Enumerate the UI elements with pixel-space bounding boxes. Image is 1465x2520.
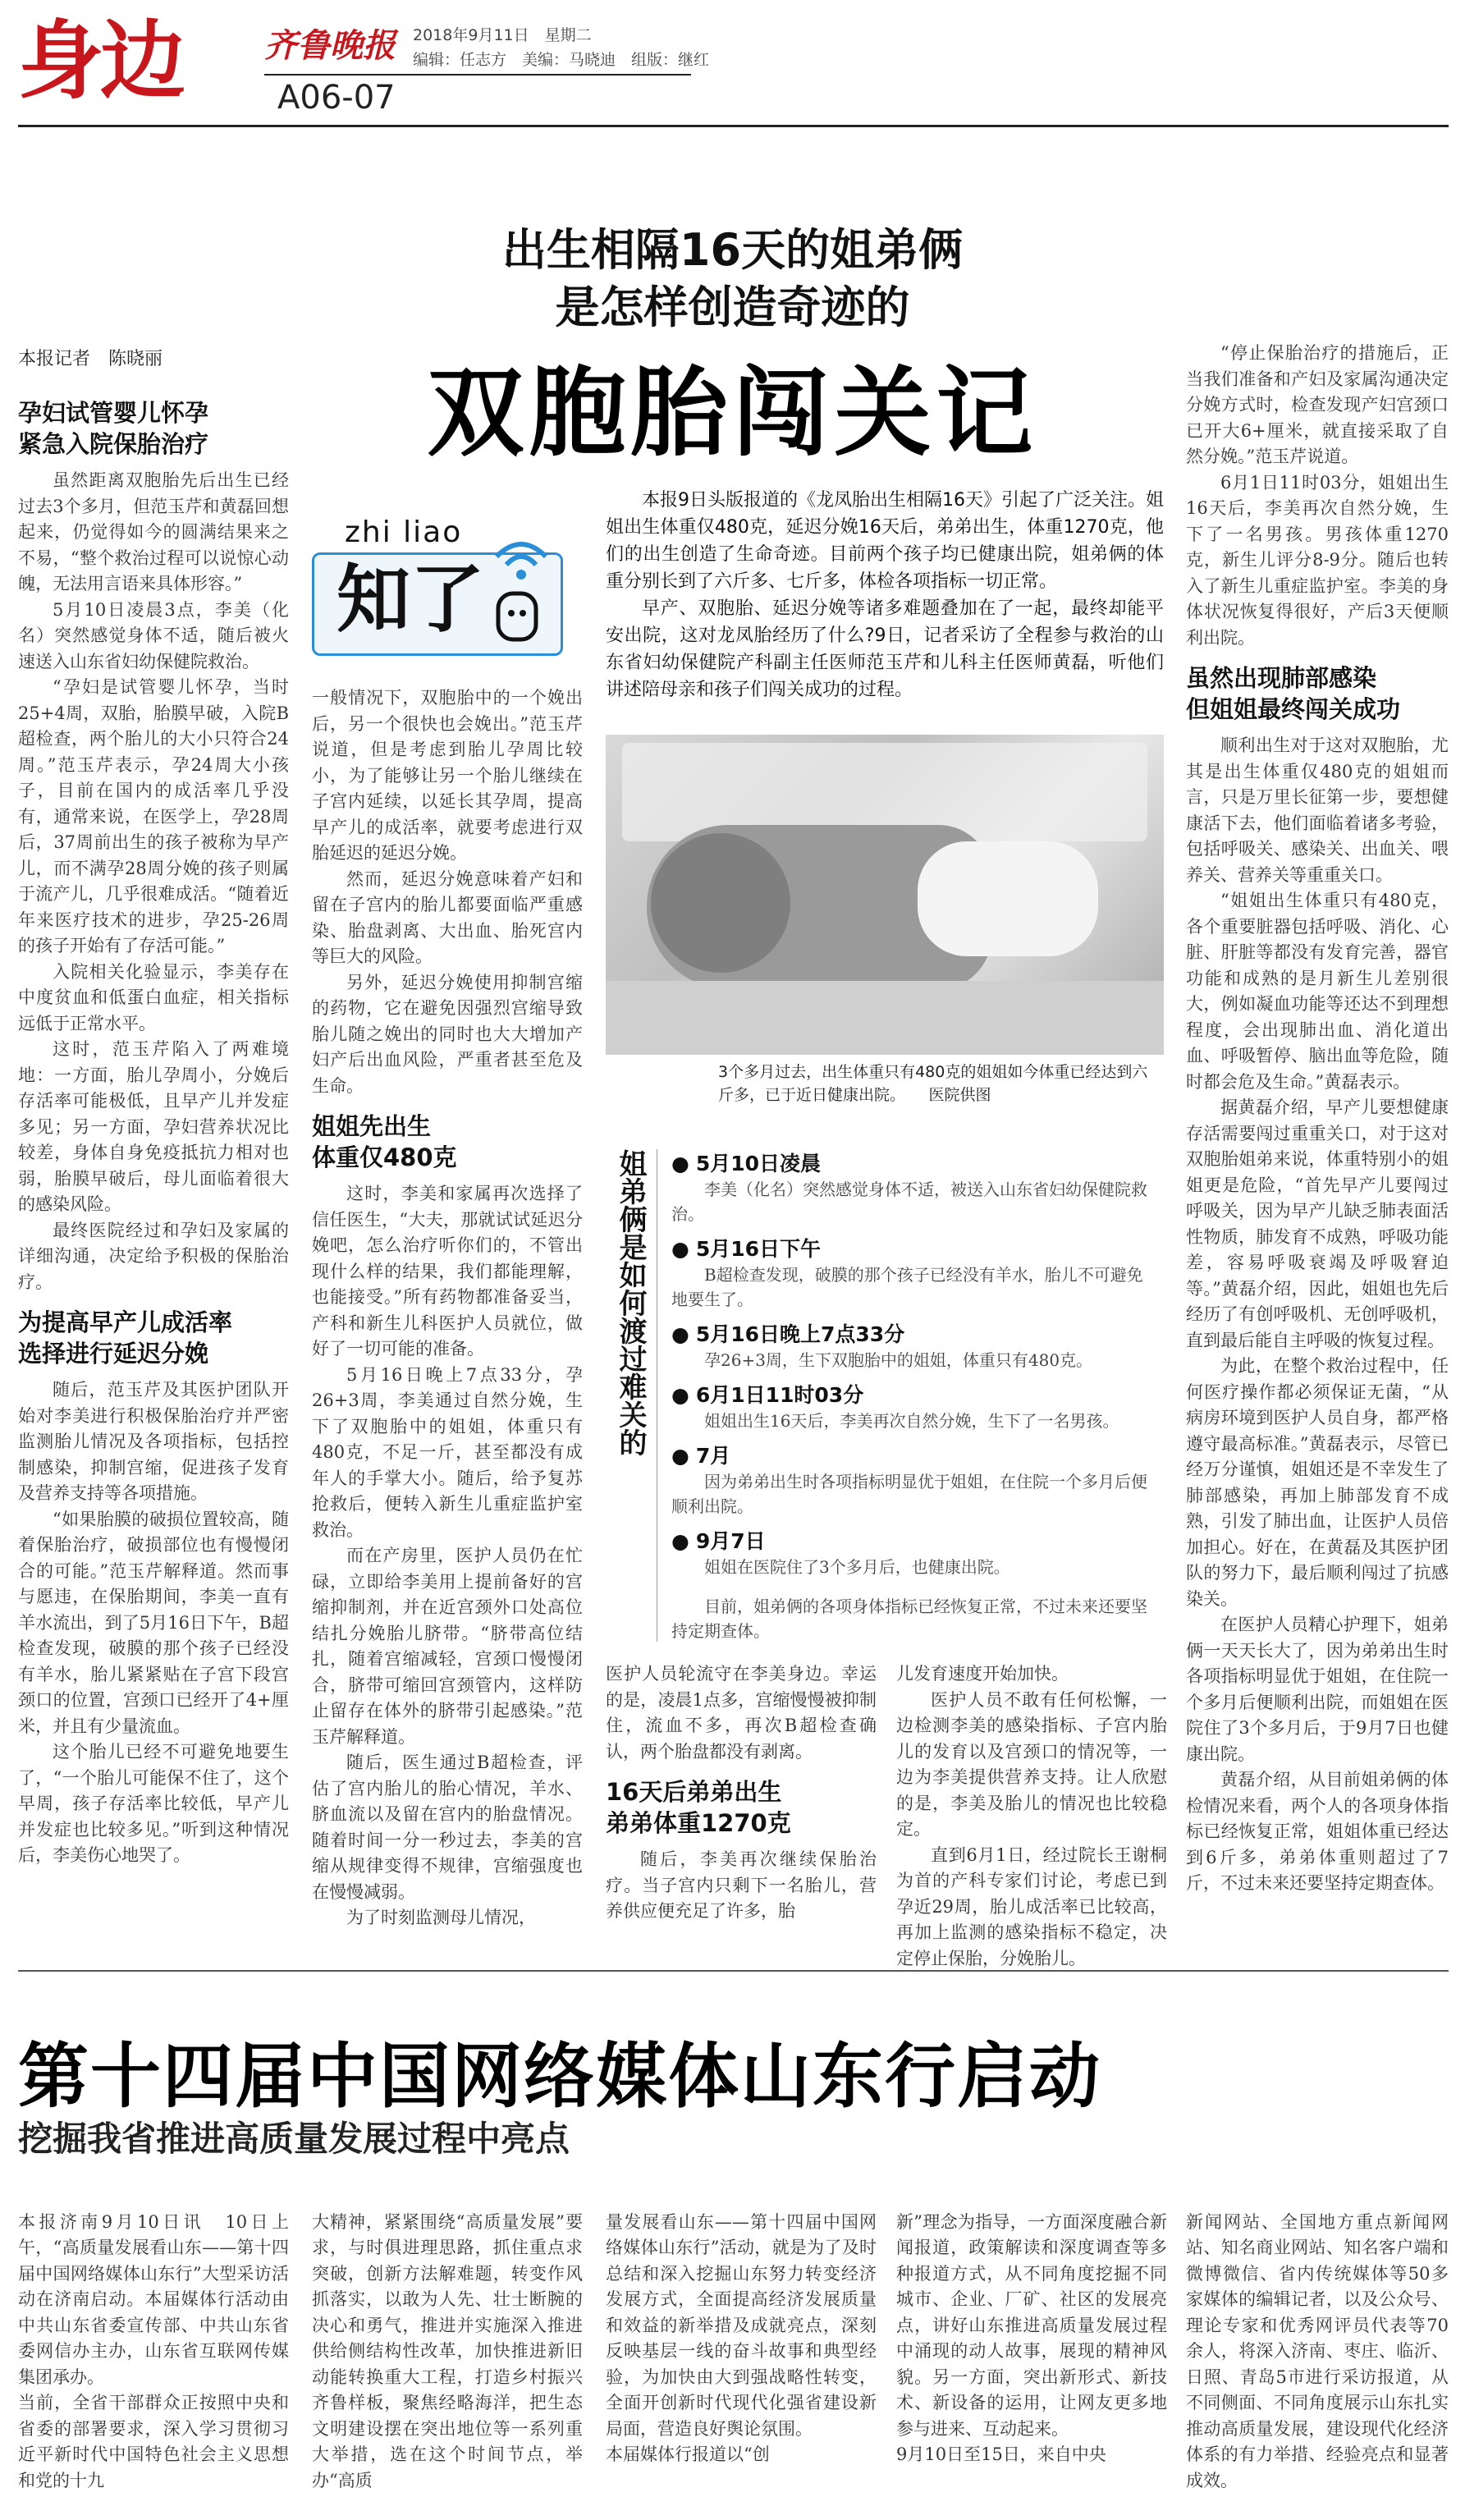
timeline-text: 孕26+3周，生下双胞胎中的姐姐，体重只有480克。 xyxy=(704,1350,1093,1370)
article2-column-1 xyxy=(18,2183,289,2508)
paragraph: 在医护人员精心护理下，姐弟俩一天天长大了，因为弟弟出生时各项指标明显优于姐姐，在住院一个多月后便顺利出院，而姐姐在医院住了3个多月后，于9月7日也健康出院。 xyxy=(1186,1615,1449,1764)
paragraph: 这时，范玉芹陷入了两难境地：一方面，胎儿孕周小，分娩后存活率可能极低，且早产儿并发症多见；另一方面，孕妇营养状况比较差，身体自身免疫抵抗力相对也弱，胎膜早破后，母儿面临着很大的感染风险。 xyxy=(18,1039,289,1214)
paragraph: “姐姐出生体重只有480克，各个重要脏器包括呼吸、消化、心脏、肝脏等都没有发育完善，器官功能和成熟的是月新生儿差别很大，例如凝血功能等还达不到理想程度，会出现肺出血、消化道出血、呼吸暂停、脑出血等危险，随时都会危及生命。”黄磊表示。 xyxy=(1186,891,1449,1092)
diaper-shape xyxy=(918,841,1098,956)
paragraph: 然而，延迟分娩意味着产妇和留在子宫内的胎儿都要面临严重感染、胎盘剥离、大出血、胎死宫内等巨大的风险。 xyxy=(312,868,583,966)
lead-text-1: 本报9日头版报道的《龙凤胎出生相隔16天》引起了广泛关注。姐姐出生体重仅480克，延迟分娩16天后，弟弟出生，体重1270克，他们的出生创造了生命奇迹。目前两个孩子均已健康出院，姐弟俩的体重分别长到了六斤多、七斤多，体检各项指标一切正常。 xyxy=(606,490,1164,592)
header-divider xyxy=(264,74,691,76)
timeline-text: 李美（化名）突然感觉身体不适，被送入山东省妇幼保健院救治。 xyxy=(671,1180,1147,1224)
date-line: 2018年9月11日 星期二 xyxy=(413,26,592,44)
baby-photo xyxy=(606,735,1164,1055)
article1-column-5 xyxy=(1186,341,1449,1958)
section-title: 身边 xyxy=(18,11,183,111)
blanket-shape xyxy=(606,981,1164,1055)
paragraph: 直到6月1日，经过院长王谢桐为首的产科专家们讨论，考虑已到孕近29周，胎儿成活率已比较高，再加上监测的感染指标不稳定，决定停止保胎，分娩胎儿。 xyxy=(896,1844,1167,1968)
paragraph: “如果胎膜的破损位置较高，随着保胎治疗，破损部位也有慢慢闭合的可能。”范玉芹解释道。然而事与愿违，在保胎期间，李美一直有羊水流出，到了5月16日下午，B超检查发现，破膜的那个孩子已经没有羊水，胎儿紧紧贴在子宫下段宫颈口的位置，宫颈口已经开了4+厘米，并且有少量流血。 xyxy=(18,1509,289,1736)
article2-column-2 xyxy=(312,2183,583,2508)
timeline-item xyxy=(671,1233,1156,1312)
header-bottom-rule xyxy=(18,125,1449,127)
paragraph: 入院相关化验显示，李美存在中度贫血和低蛋白血症，相关指标远低于正常水平。 xyxy=(18,961,289,1033)
paragraph: 新”理念为指导，一方面深度融合新闻报道，政策解读和深度调查等多种报道方式，从不同角度挖掘不同城市、企业、厂矿、社区的发展亮点，讲好山东推进高质量发展过程中涌现的动人故事，展现的精神风貌。另一方面，突出新形式、新技术、新设备的运用，让网友更多地参与进来、互动起来。 9月10日至15日，来自中央 xyxy=(896,2211,1167,2464)
paragraph: 顺利出生对于这对双胞胎，尤其是出生体重仅480克的姐姐而言，只是万里长征第一步，要想健康活下去，他们面临着诸多考验，包括呼吸关、感染关、出血关、喂养关、营养关等重重关口。 xyxy=(1186,735,1449,885)
article2-column-4 xyxy=(896,2183,1167,2508)
photo-caption: 3个多月过去，出生体重只有480克的姐姐如今体重已经达到六斤多，已于近日健康出院。 医院供图 xyxy=(718,1063,1148,1104)
timeline-date: ● 9月7日 xyxy=(671,1525,1156,1555)
byline: 本报记者 陈晓丽 xyxy=(18,349,163,369)
subheading: 孕妇试管婴儿怀孕 紧急入院保胎治疗 xyxy=(18,399,209,458)
paragraph: 为此，在整个救治过程中，任何医疗操作都必须保证无菌，“从病房环境到医护人员自身，都严格遵守最高标准。”黄磊表示，尽管已经万分谨慎，姐姐还是不幸发生了肺部感染，再加上肺部发育不成熟，引发了肺出血，让医护人员倍加担心。好在，在黄磊及其医护团队的努力下，最后顺利闯过了抗感染关。 xyxy=(1186,1356,1449,1609)
timeline-text: 姐姐出生16天后，李美再次自然分娩，生下了一名男孩。 xyxy=(704,1411,1119,1431)
timeline-item xyxy=(671,1379,1156,1433)
timeline-text: B超检查发现，破膜的那个孩子已经没有羊水，胎儿不可避免地要生了。 xyxy=(671,1265,1143,1309)
paragraph: 这个胎儿已经不可避免地要生了，“一个胎儿可能保不住了，这个早周，孩子存活率比较低，早产儿并发症也比较多见。”听到这种情况后，李美伤心地哭了。 xyxy=(18,1742,289,1865)
paragraph: 6月1日11时03分，姐姐出生16天后，李美再次自然分娩，生下了一名男孩。男孩体重1270克，新生儿评分8-9分。随后也转入了新生儿重症监护室。李美的身体状况恢复得很好，产后3天便顺利出院。 xyxy=(1186,472,1449,648)
paragraph: 另外，延迟分娩使用抑制宫缩的药物，它在避免因强烈宫缩导致胎儿随之娩出的同时也大大增加产妇产后出血风险，严重者甚至危及生命。 xyxy=(312,972,583,1096)
timeline-footer: 目前，姐弟俩的各项身体指标已经恢复正常，不过未来还要坚持定期查体。 xyxy=(671,1597,1147,1641)
logo-text: 知了 xyxy=(336,556,484,643)
paragraph: 随后，医生通过B超检查，评估了宫内胎儿的胎心情况，羊水、脐血流以及留在宫内的胎盘情况。随着时间一分一秒过去，李美的宫缩从规律变得不规律，宫缩强度也在慢慢减弱。 xyxy=(312,1753,583,1902)
timeline-text: 姐姐在医院住了3个多月后，也健康出院。 xyxy=(704,1557,1010,1577)
timeline-item xyxy=(671,1318,1156,1372)
article2-headline: 第十四届中国网络媒体山东行启动 xyxy=(18,2036,1101,2118)
timeline xyxy=(671,1148,1156,1643)
timeline-item xyxy=(671,1440,1156,1519)
timeline-date: ● 5月16日晚上7点33分 xyxy=(671,1318,1156,1348)
paragraph: 儿发育速度开始加快。 xyxy=(896,1664,1069,1684)
lead-paragraph xyxy=(606,487,1164,703)
timeline-text: 因为弟弟出生时各项指标明显优于姐姐，在住院一个多月后便顺利出院。 xyxy=(671,1472,1147,1516)
overtitle-2: 是怎样创造奇迹的 xyxy=(555,282,910,333)
paragraph: 为了时刻监测母儿情况， xyxy=(346,1908,536,1927)
article2-column-5 xyxy=(1186,2183,1449,2508)
timeline-date: ● 6月1日11时03分 xyxy=(671,1379,1156,1409)
paragraph: “孕妇是试管婴儿怀孕，当时25+4周，双胎，胎膜早破，入院B超检查，两个胎儿的大小只符合24周。”范玉芹表示，孕24周大小孩子，目前在国内的成活率几乎没有，通常来说，在医学上，孕28周后，37周前出生的孩子被称为早产儿，而不满孕28周分娩的孩子则属于流产儿，几乎很难成活。“随着近年来医疗技术的进步，孕25-26周的孩子开始有了存活可能。” xyxy=(18,677,289,955)
page-number: A06-07 xyxy=(277,79,396,117)
paragraph: 大精神，紧紧围绕“高质量发展”要求，与时俱进理思路，抓住重点求突破，创新方法解难题，转变作风抓落实，以敢为人先、壮士断腕的决心和勇气，推进并实施深入推进供给侧结构性改革，加快推进新旧动能转换重大工程，打造乡村振兴齐鲁样板，聚焦经略海洋，把生态文明建设摆在突出地位等一系列重大举措，选在这个时间节点，举办“高质 xyxy=(312,2211,583,2490)
paragraph: 本报济南9月10日讯 10日上午，“高质量发展看山东——第十四届中国网络媒体山东行”大型采访活动在济南启动。本届媒体行活动由中共山东省委宣传部、中共山东省委网信办主办，山东省互联网传媒集团承办。 当前，全省干部群众正按照中央和省委的部署要求，深入学习贯彻习近平新时代中国特色社会主义思想和党的十九 xyxy=(18,2211,289,2490)
baby-head xyxy=(651,833,790,973)
timeline-date: ● 5月16日下午 xyxy=(671,1233,1156,1262)
paragraph: 医护人员轮流守在李美身边。幸运的是，凌晨1点多，宫缩慢慢被抑制住，流血不多，再次B超检查确认，两个胎盘都没有剥离。 xyxy=(606,1664,877,1762)
article2-column-3 xyxy=(606,2183,877,2508)
paragraph: 随后，李美再次继续保胎治疗。当子宫内只剩下一名胎儿，营养供应便充足了许多，胎 xyxy=(606,1849,877,1921)
paragraph: 量发展看山东——第十四届中国网络媒体山东行”活动，就是为了及时总结和深入挖掘山东努力转变经济发展方式，全面提高经济发展质量和效益的新举措及成就亮点，深刻反映基层一线的奋斗故事和典型经验，为加快由大到强战略性转变，全面开创新时代现代化强省建设新局面，营造良好舆论氛围。 本届媒体行报道以“创 xyxy=(606,2211,877,2464)
subheading: 16天后弟弟出生 弟弟体重1270克 xyxy=(606,1778,791,1837)
paragraph: 新闻网站、全国地方重点新闻网站、知名商业网站、知名客户端和微博微信、省内传统媒体等50多家媒体的编辑记者，以及公众号、理论专家和优秀网评员代表等70余人，将深入济南、枣庄、临沂、日照、青岛5市进行采访报道，从不同侧面、不同角度展示山东扎实推动高质量发展，建设现代化经济体系的有力举措、经验亮点和显著成效。 xyxy=(1186,2211,1449,2490)
paragraph: “停止保胎治疗的措施后，正当我们准备和产妇及家属沟通决定分娩方式时，检查发现产妇宫颈口已开大6+厘米，就直接采取了自然分娩。”范玉芹说道。 xyxy=(1186,343,1449,466)
zhiliao-logo xyxy=(312,515,583,663)
paragraph: 最终医院经过和孕妇及家属的详细沟通，决定给予积极的保胎治疗。 xyxy=(18,1220,289,1292)
timeline-title: 姐弟俩是如何渡过难关的 xyxy=(614,1149,647,1456)
article1-column-2 xyxy=(312,685,583,1958)
paragraph: 医护人员不敢有任何松懈，一边检测李美的感染指标、子宫内胎儿的发育以及宫颈口的情况等，一边为李美提供营养支持。让人欣慰的是，李美及胎儿的情况也比较稳定。 xyxy=(896,1689,1167,1839)
paragraph: 5月10日凌晨3点，李美（化名）突然感觉身体不适，随后被火速送入山东省妇幼保健院救治。 xyxy=(18,599,289,671)
timeline-item xyxy=(671,1525,1156,1579)
paper-name: 齐鲁晚报 xyxy=(264,26,396,65)
editor-line: 编辑：任志方 美编：马晓迪 组版：继红 xyxy=(413,51,710,69)
timeline-date: ● 7月 xyxy=(671,1440,1156,1469)
article1-column-3 xyxy=(606,1661,877,1957)
timeline-date: ● 5月10日凌晨 xyxy=(671,1148,1156,1177)
article2-subheadline: 挖掘我省推进高质量发展过程中亮点 xyxy=(18,2119,570,2159)
subheading: 虽然出现肺部感染 但姐姐最终闯关成功 xyxy=(1186,664,1401,723)
article-separator xyxy=(18,1970,1449,1972)
article1-column-4 xyxy=(896,1661,1167,1968)
paragraph: 这时，李美和家属再次选择了信任医生，“大夫，那就试试延迟分娩吧，怎么治疗听你们的，不管出现什么样的结果，我们都能理解，也能接受。”所有药物都准备妥当，产科和新生儿科医护人员就位，做好了一切可能的准备。 xyxy=(312,1184,583,1359)
wifi-icon xyxy=(488,532,554,581)
logo-pinyin: zhi liao xyxy=(345,515,463,549)
paragraph: 虽然距离双胞胎先后出生已经过去3个多月，但范玉芹和黄磊回想起来，仍觉得如今的圆满结果来之不易，“整个救治过程可以说惊心动魄，无法用言语来具体形容。” xyxy=(18,470,289,593)
paragraph: 黄磊介绍，从目前姐弟俩的体检情况来看，两个人的各项身体指标已经恢复正常，姐姐体重已经达到6斤多，弟弟体重则超过了7斤，不过未来还要坚持定期查体。 xyxy=(1186,1770,1449,1893)
article1-column-1 xyxy=(18,397,289,1957)
paragraph: 随后，范玉芹及其医护团队开始对李美进行积极保胎治疗并严密监测胎儿情况及各项指标，包括控制感染，抑制宫缩，促进孩子发育及营养支持等各项措施。 xyxy=(18,1380,289,1503)
timeline-item xyxy=(671,1148,1156,1226)
bell-icon xyxy=(488,585,546,647)
paragraph: 而在产房里，医护人员仍在忙碌，立即给李美用上提前备好的宫缩抑制剂，并在近宫颈外口处高位结扎分娩胎儿脐带。“脐带高位结扎，随着宫缩减轻，宫颈口慢慢闭合，脐带可缩回宫颈管内，这样防止留存在体外的脐带引起感染。”范玉芹解释道。 xyxy=(312,1546,583,1747)
paragraph: 5月16日晚上7点33分，孕26+3周，李美通过自然分娩，生下了双胞胎中的姐姐，体重只有480克，不足一斤，甚至都没有成年人的手掌大小。随后，给予复苏抢救后，便转入新生儿重症监护室救治。 xyxy=(312,1364,583,1540)
main-headline: 双胞胎闯关记 xyxy=(427,356,1038,470)
paragraph: 据黄磊介绍，早产儿要想健康存活需要闯过重重关口，对于这对双胞胎姐弟来说，体重特别小的姐姐更是危险，“首先早产儿要闯过呼吸关，因为早产儿缺乏肺表面活性物质，肺发育不成熟，呼吸功能差，容易呼吸衰竭及呼吸窘迫等。”黄磊介绍，因此，姐姐也先后经历了有创呼吸机、无创呼吸机，直到最后能自主呼吸的恢复过程。 xyxy=(1186,1097,1449,1350)
subheading: 为提高早产儿成活率 选择进行延迟分娩 xyxy=(18,1308,233,1368)
subheading: 姐姐先出生 体重仅480克 xyxy=(312,1112,457,1171)
overtitle-1: 出生相隔16天的姐弟俩 xyxy=(501,224,964,276)
lead-text-2: 早产、双胞胎、延迟分娩等诸多难题叠加在了一起，最终却能平安出院，这对龙凤胎经历了什么?9日，记者采访了全程参与救治的山东省妇幼保健院产科副主任医师范玉芹和儿科主任医师黄磊，听他们讲述陪母亲和孩子们闯关成功的过程。 xyxy=(606,598,1164,700)
paragraph: 一般情况下，双胞胎中的一个娩出后，另一个很快也会娩出。”范玉芹说道，但是考虑到胎儿孕周比较小，为了能够让另一个胎儿继续在子宫内延续，以延长其孕周，提高早产儿的成活率，就要考虑进行双胎延迟的延迟分娩。 xyxy=(312,688,583,863)
